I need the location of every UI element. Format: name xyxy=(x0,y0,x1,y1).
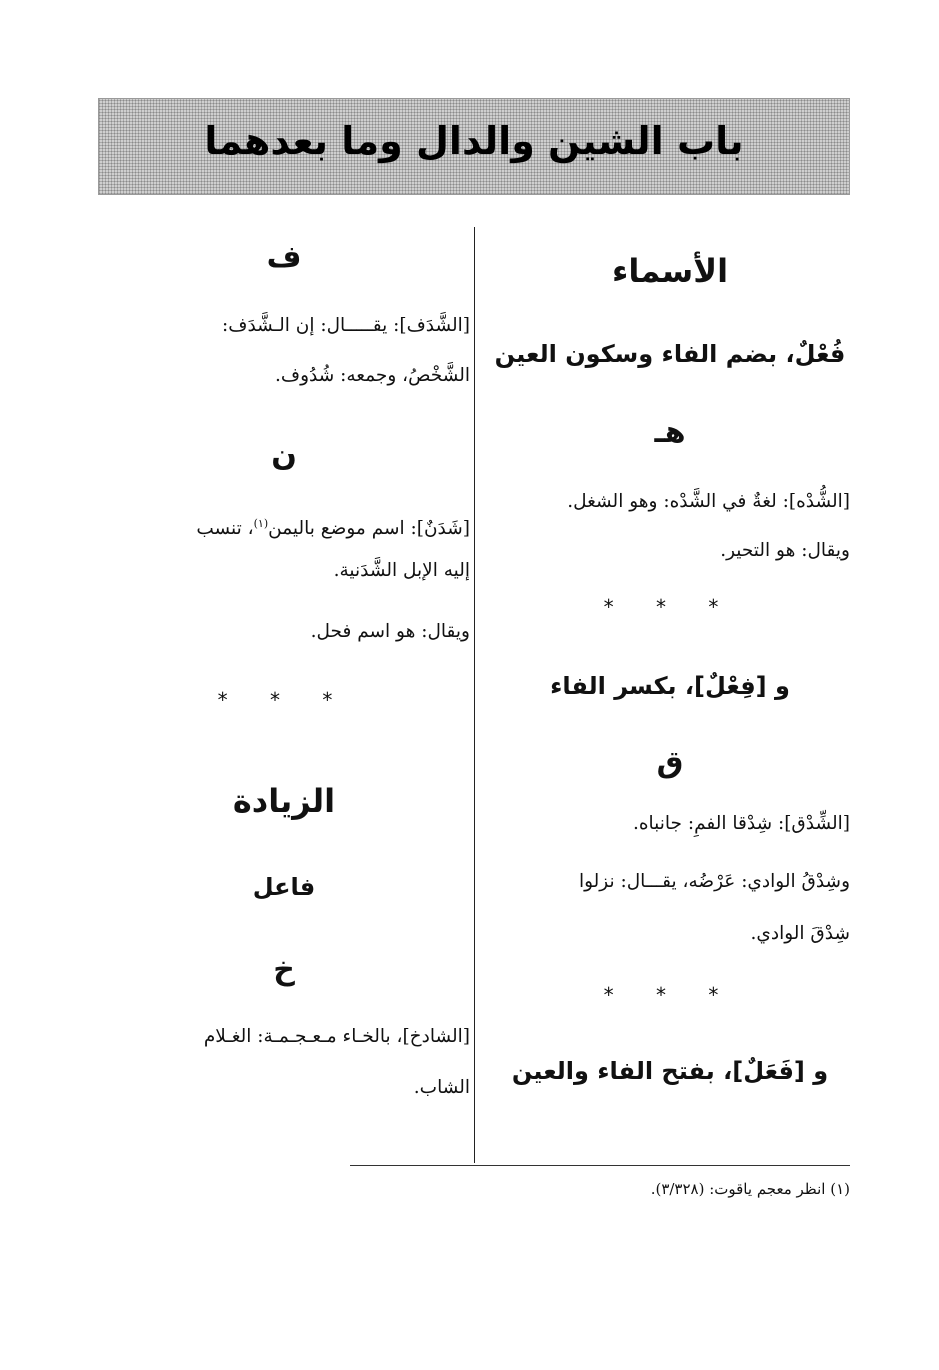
pattern-heading-fuel: فُعْلٌ، بضم الفاء وسكون العين xyxy=(494,340,846,368)
entry-shadan-text-end: ، تنسب xyxy=(196,518,254,540)
column-divider xyxy=(474,227,475,1163)
chapter-title: باب الشين والدال وما بعدهما xyxy=(204,119,744,163)
letter-heading-nun: ن xyxy=(271,438,297,473)
section-title-ziyada: الزيادة xyxy=(232,782,336,820)
pattern-heading-fiel: و [فِعْلٌ]، بكسر الفاء xyxy=(550,672,790,700)
separator-stars: * * * xyxy=(603,595,737,619)
entry-shadan-text: [شَدَنٌ]: اسم موضع باليمن xyxy=(268,518,470,540)
letter-heading-ha: هـ xyxy=(654,415,686,450)
letter-heading-kha: خ xyxy=(273,952,295,987)
letter-heading-qaf: ق xyxy=(656,745,684,780)
entry-shidq-line-3: شِدْقَ الوادي. xyxy=(750,923,850,944)
entry-shudh-line-1: [الشُّدْه]: لغةٌ في الشَّدْه: وهو الشغل. xyxy=(567,491,850,512)
entry-shadaf-line-2: الشَّخْصُ، وجمعه: شُدُوف. xyxy=(275,365,470,386)
section-title-asmaa: الأسماء xyxy=(611,252,729,290)
entry-shadikh-line-2: الشاب. xyxy=(413,1077,470,1098)
entry-shadan-line-1 xyxy=(98,500,470,553)
pattern-heading-faeil: فاعل xyxy=(252,873,316,901)
entry-shidq-line-2: وشِدْقُ الوادي: عَرْضُه، يقـــال: نزلوا xyxy=(578,871,850,892)
entry-shadikh-line-1: [الشادخ]، بالخـاء مـعـجـمـة: الغـلام xyxy=(203,1026,470,1047)
entry-shadan-line-3: ويقال: هو اسم فحل. xyxy=(310,621,470,642)
footnote: (١) انظر معجم ياقوت: (٣/٣٢٨). xyxy=(650,1180,850,1198)
footnote-ref: (١) xyxy=(253,517,269,530)
separator-stars: * * * xyxy=(603,983,737,1007)
entry-shudh-line-2: ويقال: هو التحير. xyxy=(720,540,850,561)
footnote-rule xyxy=(350,1165,850,1166)
entry-shadaf-line-1: [الشَّدَف]: يقـــــال: إن الـشَّدَف: xyxy=(222,315,470,336)
entry-shadan-line-2: إليه الإبل الشَّدَنية. xyxy=(333,560,470,581)
letter-heading-fa: ف xyxy=(266,240,302,275)
entry-shidq-line-1: [الشِّدْق]: شِدْقا الفمِ: جانباه. xyxy=(632,813,850,834)
pattern-heading-faal: و [فَعَلٌ]، بفتح الفاء والعين xyxy=(511,1057,829,1085)
chapter-banner xyxy=(98,98,850,195)
separator-stars: * * * xyxy=(217,688,351,712)
